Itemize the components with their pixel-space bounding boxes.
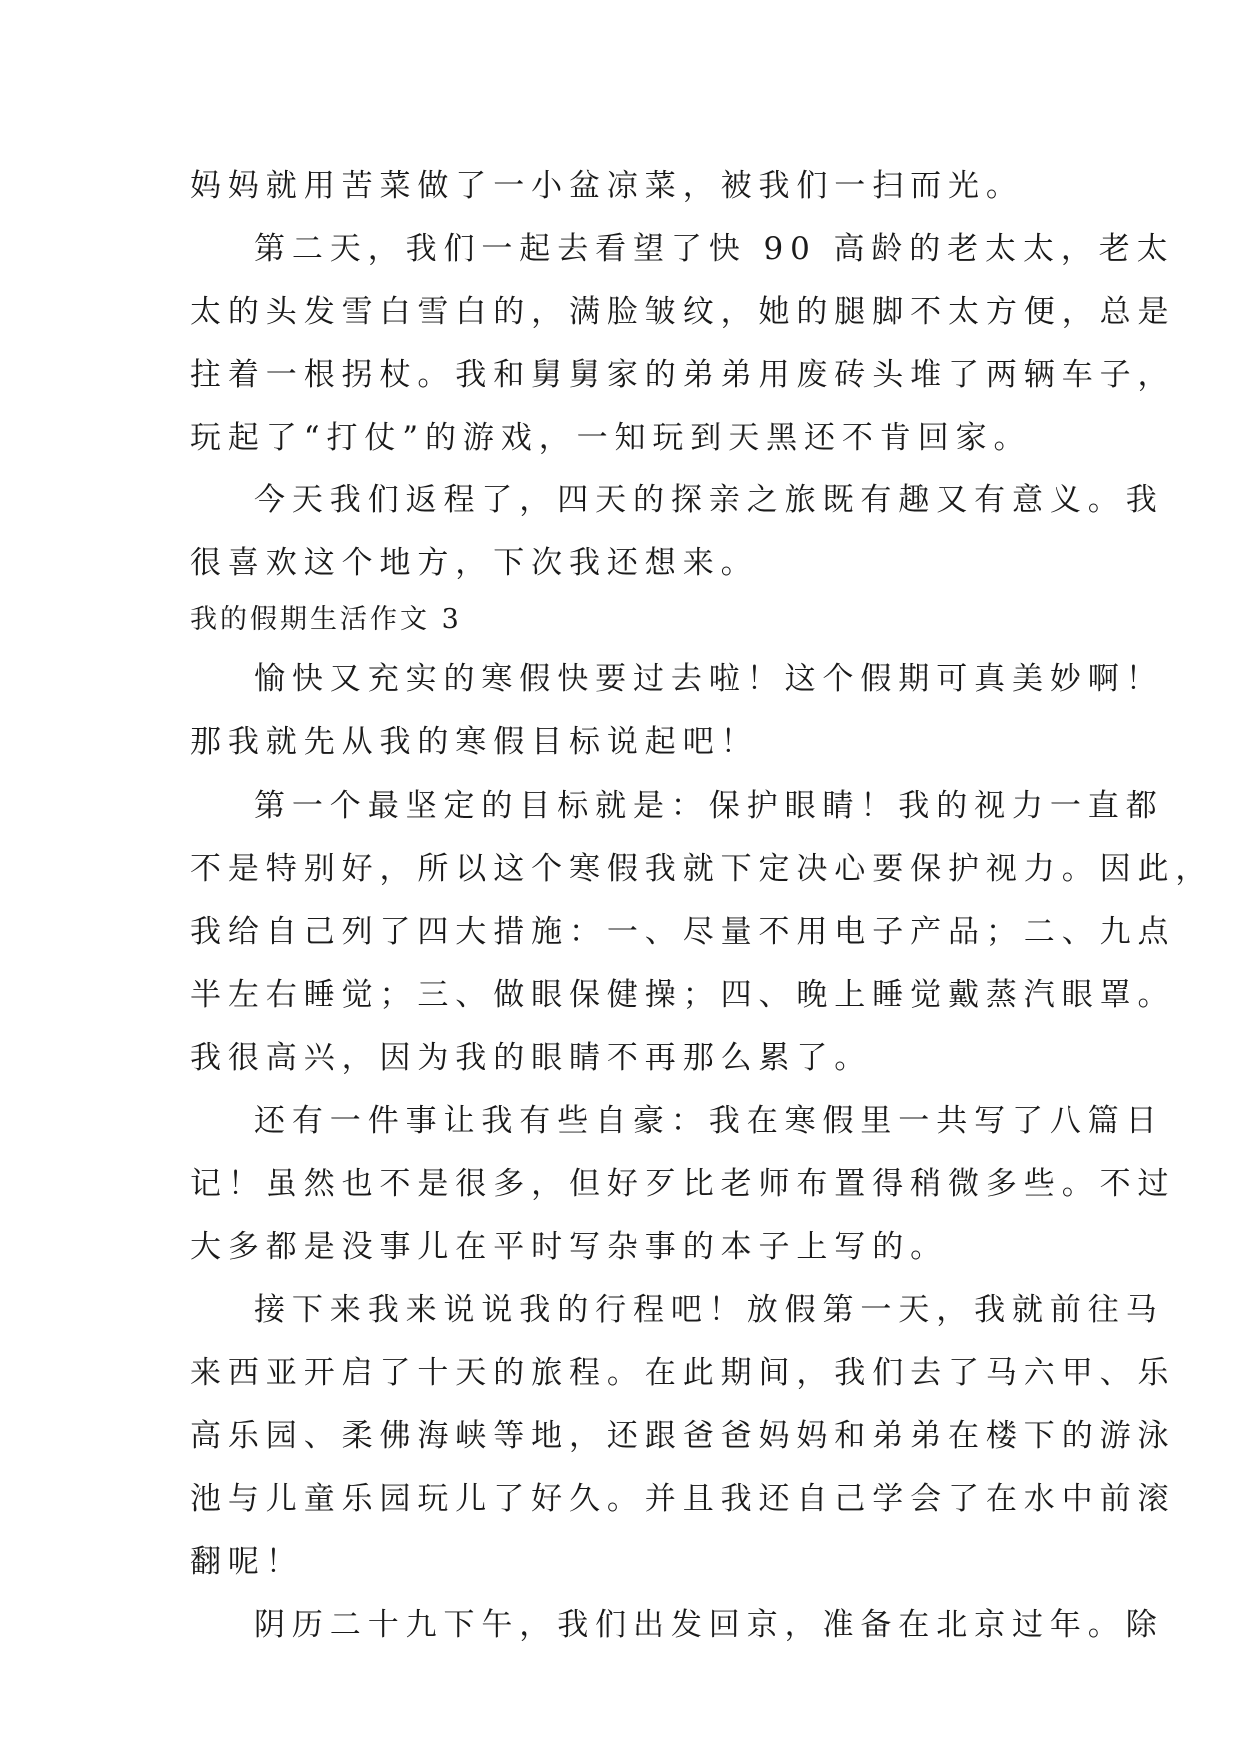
text-line: 很喜欢这个地方，下次我还想来。	[190, 545, 759, 581]
text-line: 太的头发雪白雪白的，满脸皱纹，她的腿脚不太方便，总是	[190, 294, 1176, 330]
paragraph-first-line: 第二天，我们一起去看望了快 90 高龄的老太太，老太	[254, 231, 1175, 267]
section-heading: 我的假期生活作文 3	[190, 604, 462, 635]
text-line: 玩起了“打仗”的游戏，一知玩到天黑还不肯回家。	[190, 420, 1032, 456]
text-line: 翻呢！	[190, 1544, 304, 1580]
text-line: 妈妈就用苦菜做了一小盆凉菜，被我们一扫而光。	[190, 168, 1024, 204]
text-line: 池与儿童乐园玩儿了好久。并且我还自己学会了在水中前滚	[190, 1481, 1176, 1517]
text-line: 那我就先从我的寒假目标说起吧！	[190, 724, 759, 760]
paragraph-first-line: 阴历二十九下午，我们出发回京，准备在北京过年。除	[254, 1607, 1164, 1643]
text-line: 我给自己列了四大措施：一、尽量不用电子产品；二、九点	[190, 914, 1176, 950]
text-line: 大多都是没事儿在平时写杂事的本子上写的。	[190, 1229, 948, 1265]
text-line: 半左右睡觉；三、做眼保健操；四、晚上睡觉戴蒸汽眼罩。	[190, 977, 1176, 1013]
paragraph-first-line: 今天我们返程了，四天的探亲之旅既有趣又有意义。我	[254, 482, 1164, 518]
text-line: 记！虽然也不是很多，但好歹比老师布置得稍微多些。不过	[190, 1166, 1176, 1202]
text-line: 来西亚开启了十天的旅程。在此期间，我们去了马六甲、乐	[190, 1355, 1176, 1391]
text-line: 高乐园、柔佛海峡等地，还跟爸爸妈妈和弟弟在楼下的游泳	[190, 1418, 1176, 1454]
paragraph-first-line: 第一个最坚定的目标就是：保护眼睛！我的视力一直都	[254, 788, 1164, 824]
paragraph-first-line: 接下来我来说说我的行程吧！放假第一天，我就前往马	[254, 1292, 1164, 1328]
paragraph-first-line: 愉快又充实的寒假快要过去啦！这个假期可真美妙啊！	[254, 661, 1164, 697]
text-line: 我很高兴，因为我的眼睛不再那么累了。	[190, 1040, 873, 1076]
paragraph-first-line: 还有一件事让我有些自豪：我在寒假里一共写了八篇日	[254, 1103, 1164, 1139]
text-line: 拄着一根拐杖。我和舅舅家的弟弟用废砖头堆了两辆车子，	[190, 357, 1176, 393]
text-line: 不是特别好，所以这个寒假我就下定决心要保护视力。因此，	[190, 851, 1214, 887]
